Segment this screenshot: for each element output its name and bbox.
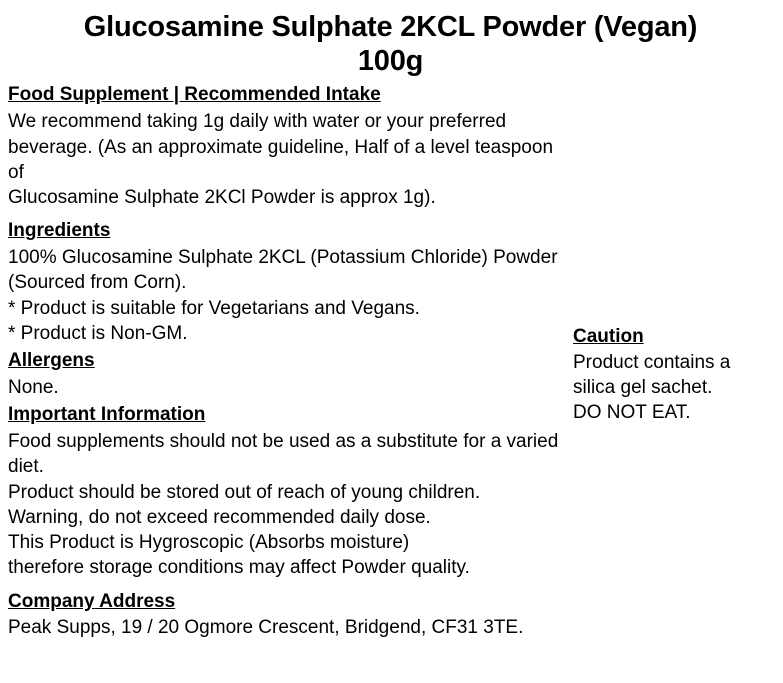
section-important-information	[8, 404, 568, 580]
section-ingredients	[8, 220, 568, 346]
recommended-intake-line-1: We recommend taking 1g daily with water or your preferred	[8, 111, 507, 133]
ingredients-line-1: 100% Glucosamine Sulphate 2KCL (Potassium Chloride) Powder	[8, 247, 558, 269]
caution-line-1: Product contains a	[573, 351, 731, 373]
important-information-line-2: Product should be stored out of reach of young children.	[8, 481, 481, 503]
important-information-line-5: therefore storage conditions may affect Powder quality.	[8, 557, 470, 579]
recommended-intake-text	[8, 109, 568, 210]
ingredients-text	[8, 245, 568, 346]
section-company-address	[8, 591, 568, 641]
important-information-line-3: Warning, do not exceed recommended daily dose.	[8, 506, 431, 528]
caution-text	[573, 350, 773, 426]
ingredients-heading: Ingredients	[8, 220, 111, 242]
company-address-text	[8, 615, 568, 640]
important-information-text	[8, 429, 568, 581]
important-information-line-4: This Product is Hygroscopic (Absorbs moisture)	[8, 532, 410, 554]
ingredients-line-2: (Sourced from Corn).	[8, 272, 187, 294]
important-information-line-1: Food supplements should not be used as a substitute for a varied diet.	[8, 431, 559, 478]
caution-heading: Caution	[573, 326, 644, 347]
allergens-heading: Allergens	[8, 350, 95, 372]
section-recommended-intake	[8, 84, 568, 210]
section-allergens	[8, 350, 568, 400]
caution-line-3: DO NOT EAT.	[573, 402, 691, 424]
product-title-line-1: Glucosamine Sulphate 2KCL Powder (Vegan)	[83, 11, 698, 43]
company-address-heading: Company Address	[8, 590, 176, 612]
important-information-heading: Important Information	[8, 404, 206, 426]
recommended-intake-heading: Food Supplement | Recommended Intake	[8, 84, 381, 106]
caution-line-2: silica gel sachet.	[573, 377, 713, 399]
ingredients-line-3: * Product is suitable for Vegetarians and Vegans.	[8, 297, 420, 319]
allergens-line-1: None.	[8, 376, 59, 398]
company-address-line-1: Peak Supps, 19 / 20 Ogmore Crescent, Bridgend, CF31 3TE.	[8, 617, 524, 639]
allergens-text	[8, 375, 568, 400]
recommended-intake-line-2: beverage. (As an approximate guideline, Half of a level teaspoon of	[8, 136, 554, 183]
page-title	[8, 10, 773, 78]
recommended-intake-line-3: Glucosamine Sulphate 2KCl Powder is approx 1g).	[8, 187, 436, 209]
product-title-line-2: 100g	[357, 45, 424, 78]
main-content-column	[8, 84, 568, 640]
ingredients-line-4: * Product is Non-GM.	[8, 322, 188, 344]
section-caution	[573, 326, 773, 426]
